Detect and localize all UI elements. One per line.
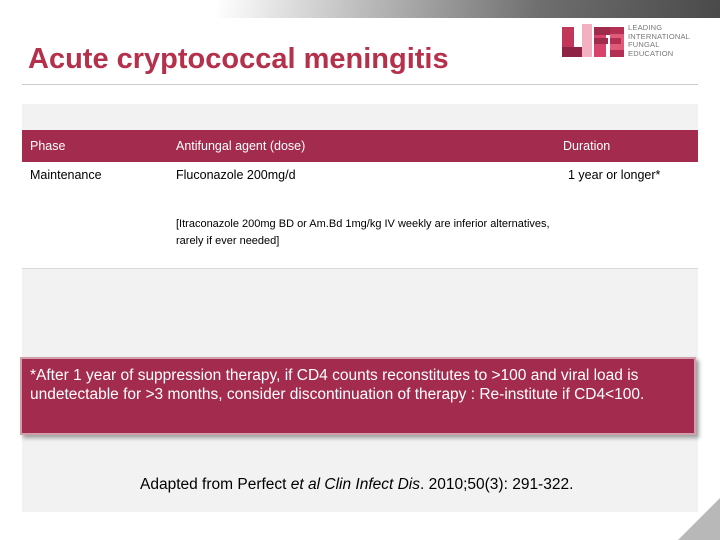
- life-logo: [562, 22, 702, 62]
- callout-text: *After 1 year of suppression therapy, if CD4 counts reconstitutes to >100 and viral load is undetectable for >3 months, consider discontinuation of therapy : Re-institute if CD4<100.: [30, 367, 645, 403]
- header-agent: Antifungal agent (dose): [176, 139, 306, 153]
- page-corner-fold: [678, 498, 720, 540]
- logo-wordmark: [628, 24, 704, 58]
- header-duration: Duration: [563, 139, 611, 153]
- logo-line: LEADING: [628, 23, 663, 32]
- cell-duration: 1 year or longer*: [568, 168, 661, 182]
- slide-title: Acute cryptococcal meningitis: [28, 43, 449, 75]
- cell-alternatives-note: [Itraconazole 200mg BD or Am.Bd 1mg/kg IV weekly are inferior alternatives, rarely if ever needed]: [176, 218, 550, 247]
- citation-prefix: Adapted from Perfect: [140, 476, 291, 493]
- citation-journal: et al Clin Infect Dis: [290, 476, 420, 493]
- header-phase: Phase: [30, 139, 66, 153]
- logo-line: INTERNATIONAL: [628, 31, 691, 41]
- regimen-table: [22, 130, 698, 269]
- citation: [140, 476, 573, 494]
- title-divider: [22, 84, 698, 85]
- logo-line: EDUCATION: [628, 48, 674, 58]
- top-decorative-stripe: [0, 0, 720, 18]
- life-logo-mark: [562, 22, 624, 62]
- cell-agent: Fluconazole 200mg/d: [176, 168, 296, 182]
- table-header-row: [22, 130, 698, 162]
- logo-line: FUNGAL: [628, 40, 660, 50]
- discontinuation-callout: [20, 357, 696, 435]
- cell-phase: Maintenance: [30, 168, 102, 182]
- citation-suffix: . 2010;50(3): 291-322.: [420, 476, 574, 493]
